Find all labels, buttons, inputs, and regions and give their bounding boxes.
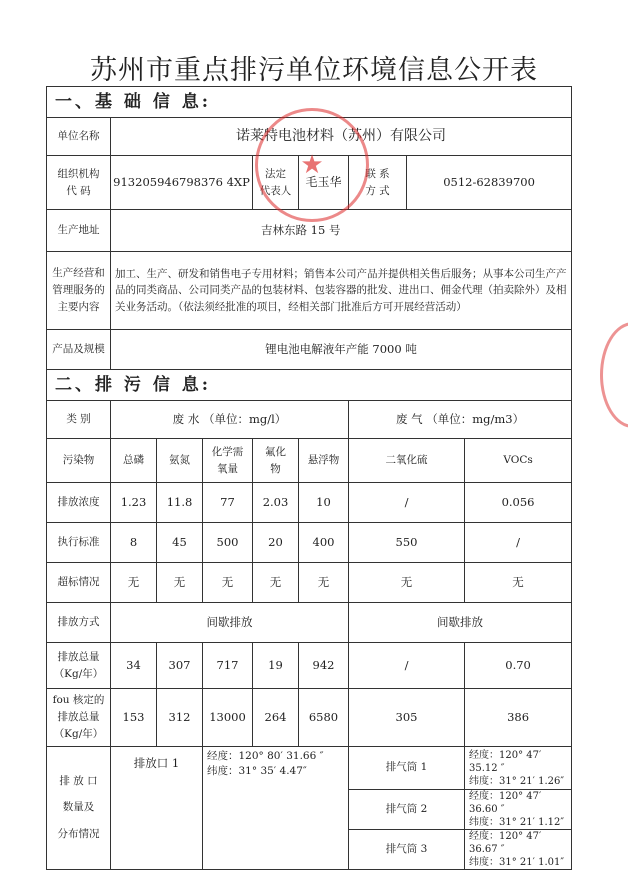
pollutant-name: 氨氮 xyxy=(157,439,203,483)
value-cell: 550 xyxy=(349,523,465,563)
info-table xyxy=(46,86,572,870)
water-outlet-coords: 经度：120° 80′ 31.66 ″ 纬度：31° 35′ 4.47″ xyxy=(203,747,349,870)
gas-outlet-coords: 经度：120° 47′ 35.12 ″ 纬度：31° 21′ 1.26″ xyxy=(465,747,572,790)
org-code: 913205946798376 4XP xyxy=(111,156,253,210)
value-cell: / xyxy=(465,523,572,563)
value-cell: 77 xyxy=(203,483,253,523)
legal-rep-label: 法定 代表人 xyxy=(253,156,299,210)
pollution-section-title: 二、排 污 信 息: xyxy=(47,370,572,401)
seal-star-icon: ★ xyxy=(300,150,324,180)
value-cell: 942 xyxy=(299,643,349,689)
value-cell: 11.8 xyxy=(157,483,203,523)
value-cell: 1.23 xyxy=(111,483,157,523)
pollutant-name: VOCs xyxy=(465,439,572,483)
gas-outlet-name: 排气筒 2 xyxy=(349,790,465,830)
value-cell: 无 xyxy=(349,563,465,603)
approved-label: fou 核定的 排放总量 （Kg/年） xyxy=(47,689,111,747)
total-label: 排放总量 （Kg/年） xyxy=(47,643,111,689)
page-title: 苏州市重点排污单位环境信息公开表 xyxy=(90,55,538,86)
value-cell: 20 xyxy=(253,523,299,563)
address: 吉林东路 15 号 xyxy=(111,210,572,252)
pollutant-name: 总磷 xyxy=(111,439,157,483)
outlet-label: 排 放 口 数量及 分布情况 xyxy=(47,747,111,870)
water-method: 间歇排放 xyxy=(111,603,349,643)
value-cell: 717 xyxy=(203,643,253,689)
pollutant-name: 二氧化硫 xyxy=(349,439,465,483)
product-label: 产品及规模 xyxy=(47,330,111,370)
address-label: 生产地址 xyxy=(47,210,111,252)
scope-label: 生产经营和 管理服务的 主要内容 xyxy=(47,252,111,330)
product-scale: 锂电池电解液年产能 7000 吨 xyxy=(111,330,572,370)
category-label: 类 别 xyxy=(47,401,111,439)
water-outlet-name: 排放口 1 xyxy=(111,747,203,870)
value-cell: 153 xyxy=(111,689,157,747)
value-cell: 6580 xyxy=(299,689,349,747)
seal-partial xyxy=(600,322,628,428)
pollutant-name: 化学需 氧量 xyxy=(203,439,253,483)
org-code-label: 组织机构 代 码 xyxy=(47,156,111,210)
value-cell: 307 xyxy=(157,643,203,689)
value-cell: / xyxy=(349,483,465,523)
gas-outlet-name: 排气筒 3 xyxy=(349,830,465,870)
pollutant-name: 氟化 物 xyxy=(253,439,299,483)
row-label-concentration: 排放浓度 xyxy=(47,483,111,523)
water-header: 废 水 （单位：mg/l） xyxy=(111,401,349,439)
value-cell: 13000 xyxy=(203,689,253,747)
value-cell: 312 xyxy=(157,689,203,747)
info-sheet xyxy=(46,86,571,870)
value-cell: 264 xyxy=(253,689,299,747)
row-label-exceed: 超标情况 xyxy=(47,563,111,603)
value-cell: 500 xyxy=(203,523,253,563)
gas-outlet-name: 排气筒 1 xyxy=(349,747,465,790)
value-cell: 无 xyxy=(299,563,349,603)
value-cell: 386 xyxy=(465,689,572,747)
contact-phone: 0512-62839700 xyxy=(407,156,572,210)
value-cell: 45 xyxy=(157,523,203,563)
row-label-standard: 执行标准 xyxy=(47,523,111,563)
value-cell: 无 xyxy=(111,563,157,603)
gas-header: 废 气 （单位：mg/m3） xyxy=(349,401,572,439)
value-cell: 2.03 xyxy=(253,483,299,523)
company-name: 诺莱特电池材料（苏州）有限公司 xyxy=(111,118,572,156)
business-scope: 加工、生产、研发和销售电子专用材料；销售本公司产品并提供相关售后服务；从事本公司生产产品的同类商品、公司同类产品的包装材料、包装容器的批发、进出口、佣金代理（拍卖除外）及相关业务活动。（依法须经批准的项目，经相关部门批准后方可开展经营活动） xyxy=(111,252,572,330)
value-cell: 19 xyxy=(253,643,299,689)
pollutant-name: 悬浮物 xyxy=(299,439,349,483)
value-cell: / xyxy=(349,643,465,689)
contact-label: 联 系 方 式 xyxy=(349,156,407,210)
gas-method: 间歇排放 xyxy=(349,603,572,643)
gas-outlet-coords: 经度：120° 47′ 36.67 ″ 纬度：31° 21′ 1.01″ xyxy=(465,830,572,870)
value-cell: 无 xyxy=(253,563,299,603)
value-cell: 34 xyxy=(111,643,157,689)
method-label: 排放方式 xyxy=(47,603,111,643)
value-cell: 305 xyxy=(349,689,465,747)
legal-rep: 毛玉华 xyxy=(299,156,349,210)
value-cell: 8 xyxy=(111,523,157,563)
value-cell: 400 xyxy=(299,523,349,563)
value-cell: 10 xyxy=(299,483,349,523)
basic-section-title: 一、基 础 信 息: xyxy=(47,87,572,118)
value-cell: 0.056 xyxy=(465,483,572,523)
value-cell: 无 xyxy=(465,563,572,603)
value-cell: 无 xyxy=(157,563,203,603)
company-label: 单位名称 xyxy=(47,118,111,156)
value-cell: 无 xyxy=(203,563,253,603)
value-cell: 0.70 xyxy=(465,643,572,689)
pollutant-label: 污染物 xyxy=(47,439,111,483)
gas-outlet-coords: 经度：120° 47′ 36.60 ″ 纬度：31° 21′ 1.12″ xyxy=(465,790,572,830)
